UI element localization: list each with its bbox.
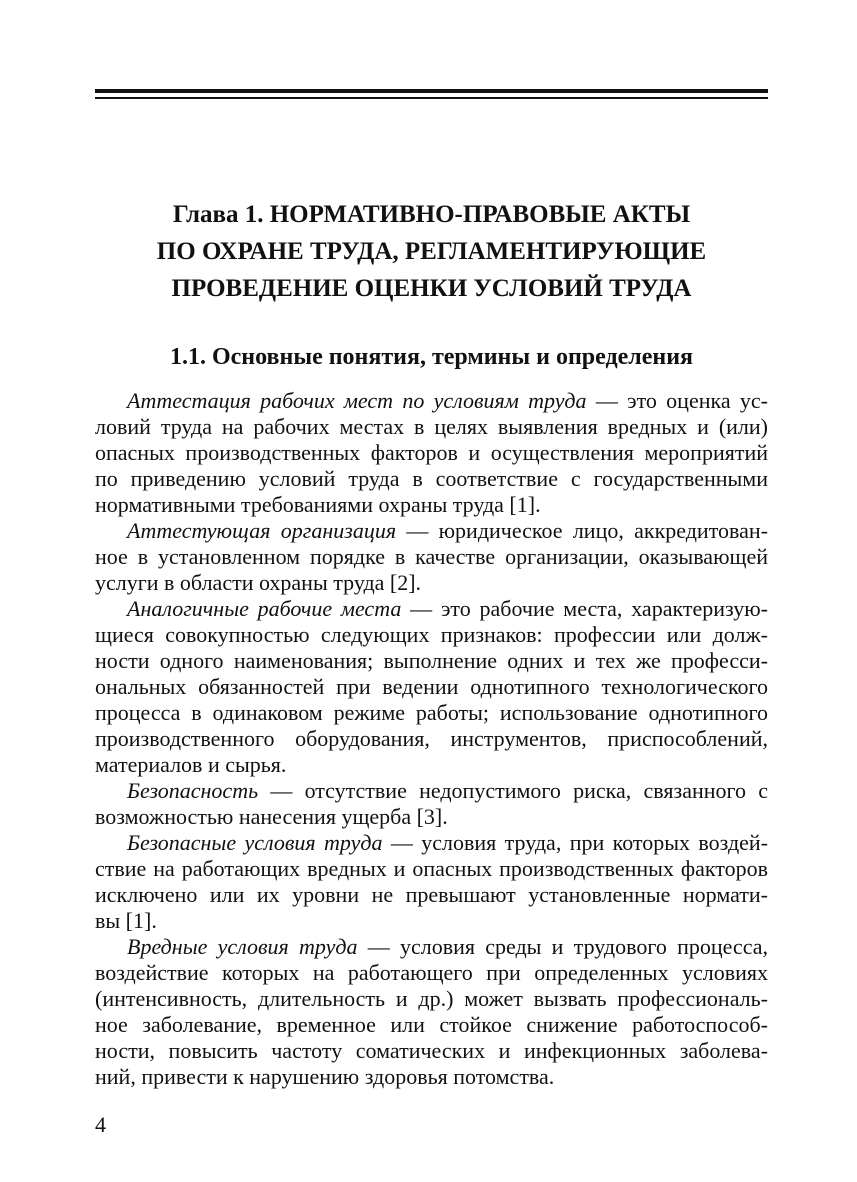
definition-line: [95, 934, 768, 960]
header-rule-thin: [95, 97, 768, 99]
definition-line: производственного оборудования, инструментов, приспособлений,: [95, 726, 768, 751]
definition-text: — условия среды и трудового процесса,: [357, 934, 768, 959]
definition-term: Безопасность: [127, 778, 259, 803]
definition-line: [95, 388, 768, 414]
definition-line: [95, 518, 768, 544]
header-rule-thick: [95, 89, 768, 93]
definition-term: Аттестация рабочих мест по условиям труда: [127, 388, 587, 413]
definition-term: Вредные условия труда: [127, 934, 358, 959]
definition-text: — это рабочие места, характеризую-: [401, 596, 768, 621]
definition-text: — это оценка ус-: [586, 388, 768, 413]
definition-line: ствие на работающих вредных и опасных производственных факторов: [95, 856, 768, 881]
definition-paragraph: [95, 934, 768, 1090]
definition-text: — юридическое лицо, аккредитован-: [396, 518, 768, 543]
definition-line: опасных производственных факторов и осуществления мероприятий: [95, 440, 768, 465]
definition-line: исключено или их уровни не превышают установленные нормати-: [95, 882, 768, 907]
definitions-body: [95, 388, 768, 1090]
definition-line: [95, 830, 768, 856]
definition-line: ное заболевание, временное или стойкое снижение работоспособ-: [95, 1012, 768, 1037]
chapter-title-line: Глава 1. НОРМАТИВНО-ПРАВОВЫЕ АКТЫ: [172, 201, 691, 228]
definition-line: ности одного наименования; выполнение одних и тех же професси-: [95, 648, 768, 673]
definition-paragraph: [95, 830, 768, 934]
definition-line: щиеся совокупностью следующих признаков: профессии или долж-: [95, 622, 768, 647]
section-title: 1.1. Основные понятия, термины и определения: [169, 344, 694, 370]
definition-paragraph: [95, 778, 768, 830]
definition-text: — отсутствие недопустимого риска, связанного с: [258, 778, 768, 803]
definition-line: ональных обязанностей при ведении однотипного технологического: [95, 674, 768, 699]
definition-paragraph: [95, 518, 768, 596]
definition-paragraph: [95, 596, 768, 778]
definition-line: нормативными требованиями охраны труда [1].: [95, 492, 541, 517]
definition-line: по приведению условий труда в соответствие с государственными: [95, 466, 768, 491]
definition-line: ловий труда на рабочих местах в целях выявления вредных и (или): [95, 414, 768, 439]
chapter-title-line: ПО ОХРАНЕ ТРУДА, РЕГЛАМЕНТИРУЮЩИЕ: [156, 238, 707, 265]
definition-line: [95, 596, 768, 622]
definition-line: воздействие которых на работающего при определенных условиях: [95, 960, 768, 985]
definition-line: (интенсивность, длительность и др.) может вызвать профессиональ-: [95, 986, 768, 1011]
definition-term: Безопасные условия труда: [127, 830, 383, 855]
definition-line: услуги в области охраны труда [2].: [95, 570, 422, 595]
definition-line: процесса в одинаковом режиме работы; использование однотипного: [95, 700, 768, 725]
definition-paragraph: [95, 388, 768, 518]
definition-term: Аналогичные рабочие места: [127, 596, 402, 621]
definition-line: материалов и сырья.: [95, 752, 287, 777]
definition-text: — условия труда, при которых воздей-: [382, 830, 768, 855]
definition-line: [95, 778, 768, 804]
page-number: 4: [95, 1112, 106, 1137]
definition-term: Аттестующая организация: [127, 518, 397, 543]
definition-line: вы [1].: [95, 908, 157, 933]
definition-line: возможностью нанесения ущерба [3].: [95, 804, 448, 829]
definition-line: ности, повысить частоту соматических и инфекционных заболева-: [95, 1038, 768, 1063]
chapter-title: [95, 196, 768, 307]
definition-line: ное в установленном порядке в качестве организации, оказывающей: [95, 544, 768, 569]
definition-line: ний, привести к нарушению здоровья потомства.: [95, 1064, 555, 1089]
chapter-title-line: ПРОВЕДЕНИЕ ОЦЕНКИ УСЛОВИЙ ТРУДА: [171, 275, 692, 302]
